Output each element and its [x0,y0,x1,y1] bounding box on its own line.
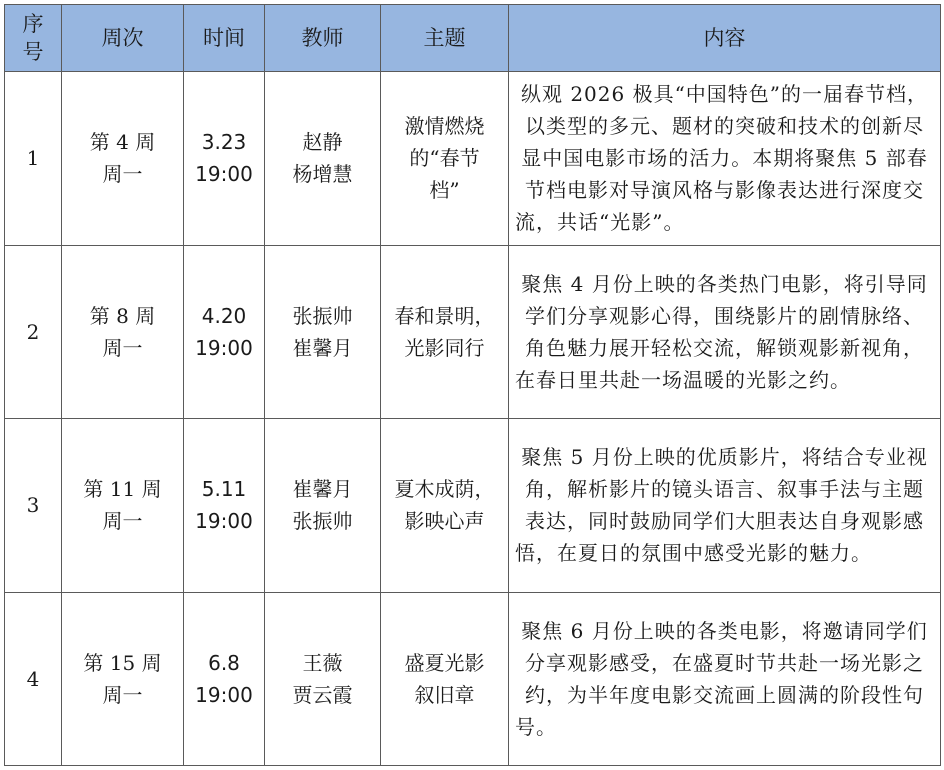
row-content [509,592,941,766]
row-clock: 19:00 [195,682,253,707]
row-teacher-2: 贾云霞 [292,682,353,707]
row-content [509,72,941,246]
header-row [5,5,941,72]
row-teacher-2: 杨增慧 [292,162,353,187]
row-weekday: 周一 [102,682,143,707]
table-row [5,419,941,593]
row-week [62,592,184,766]
row-week-number: 第 15 周 [83,650,162,675]
header-index-line2: 号 [22,40,44,64]
header-theme: 主题 [381,5,509,72]
row-weekday: 周一 [102,335,143,360]
row-index: 2 [5,245,62,419]
table-row [5,72,941,246]
row-theme [381,592,509,766]
row-teacher-1: 王薇 [302,650,343,675]
row-theme [381,245,509,419]
table-row [5,592,941,766]
row-content [509,419,941,593]
row-weekday: 周一 [102,509,143,534]
row-clock: 19:00 [195,335,253,360]
row-teacher [265,72,381,246]
row-content-text: 聚焦 4 月份上映的各类热门电影，将引导同学们分享观影心得，围绕影片的剧情脉络、角色魅力展开轻松交流，解锁观影新视角，在春日里共赴一场温暖的光影之约。 [515,271,928,392]
row-time [184,245,265,419]
row-content [509,245,941,419]
row-date: 3.23 [201,130,247,155]
row-theme-line1: 激情燃烧 [404,114,485,139]
row-theme-line3: 档” [429,178,460,203]
schedule-table [4,4,941,766]
row-week-number: 第 8 周 [89,303,156,328]
row-theme-line2: 叙旧章 [414,682,475,707]
row-teacher-1: 张振帅 [292,303,353,328]
row-theme-line2: 的“春节 [409,146,480,171]
header-teacher: 教师 [265,5,381,72]
row-teacher-2: 崔馨月 [292,335,353,360]
row-teacher [265,245,381,419]
row-index: 4 [5,592,62,766]
row-time [184,72,265,246]
row-teacher-1: 赵静 [302,130,343,155]
row-time [184,592,265,766]
row-week-number: 第 11 周 [83,477,162,502]
row-theme-line2: 影映心声 [404,509,485,534]
row-theme [381,419,509,593]
row-time [184,419,265,593]
header-content: 内容 [509,5,941,72]
row-date: 6.8 [208,650,240,675]
header-time: 时间 [184,5,265,72]
row-teacher-1: 崔馨月 [292,477,353,502]
row-clock: 19:00 [195,162,253,187]
header-index-line1: 序 [22,12,44,36]
table-row [5,245,941,419]
row-theme [381,72,509,246]
row-teacher-2: 张振帅 [292,509,353,534]
row-teacher [265,419,381,593]
row-theme-line1: 盛夏光影 [404,650,485,675]
row-weekday: 周一 [102,162,143,187]
header-week: 周次 [62,5,184,72]
row-theme-line1: 春和景明， [394,303,495,328]
row-week [62,245,184,419]
row-week [62,419,184,593]
row-date: 5.11 [201,477,247,502]
row-theme-line2: 光影同行 [404,335,485,360]
row-content-text: 聚焦 6 月份上映的各类电影，将邀请同学们分享观影感受，在盛夏时节共赴一场光影之约，为半年度电影交流画上圆满的阶段性句号。 [515,618,928,739]
row-theme-line1: 夏木成荫， [394,477,495,502]
row-week-number: 第 4 周 [89,130,156,155]
header-index [5,5,62,72]
row-date: 4.20 [201,303,247,328]
row-week [62,72,184,246]
row-content-text: 纵观 2026 极具“中国特色”的一届春节档，以类型的多元、题材的突破和技术的创新尽显中国电影市场的活力。本期将聚焦 5 部春节档电影对导演风格与影像表达进行深度交流，共话“光影”。 [515,82,929,235]
row-index: 3 [5,419,62,593]
row-index: 1 [5,72,62,246]
row-teacher [265,592,381,766]
row-clock: 19:00 [195,509,253,534]
row-content-text: 聚焦 5 月份上映的优质影片，将结合专业视角，解析影片的镜头语言、叙事手法与主题表达，同时鼓励同学们大胆表达自身观影感悟，在夏日的氛围中感受光影的魅力。 [515,445,928,566]
